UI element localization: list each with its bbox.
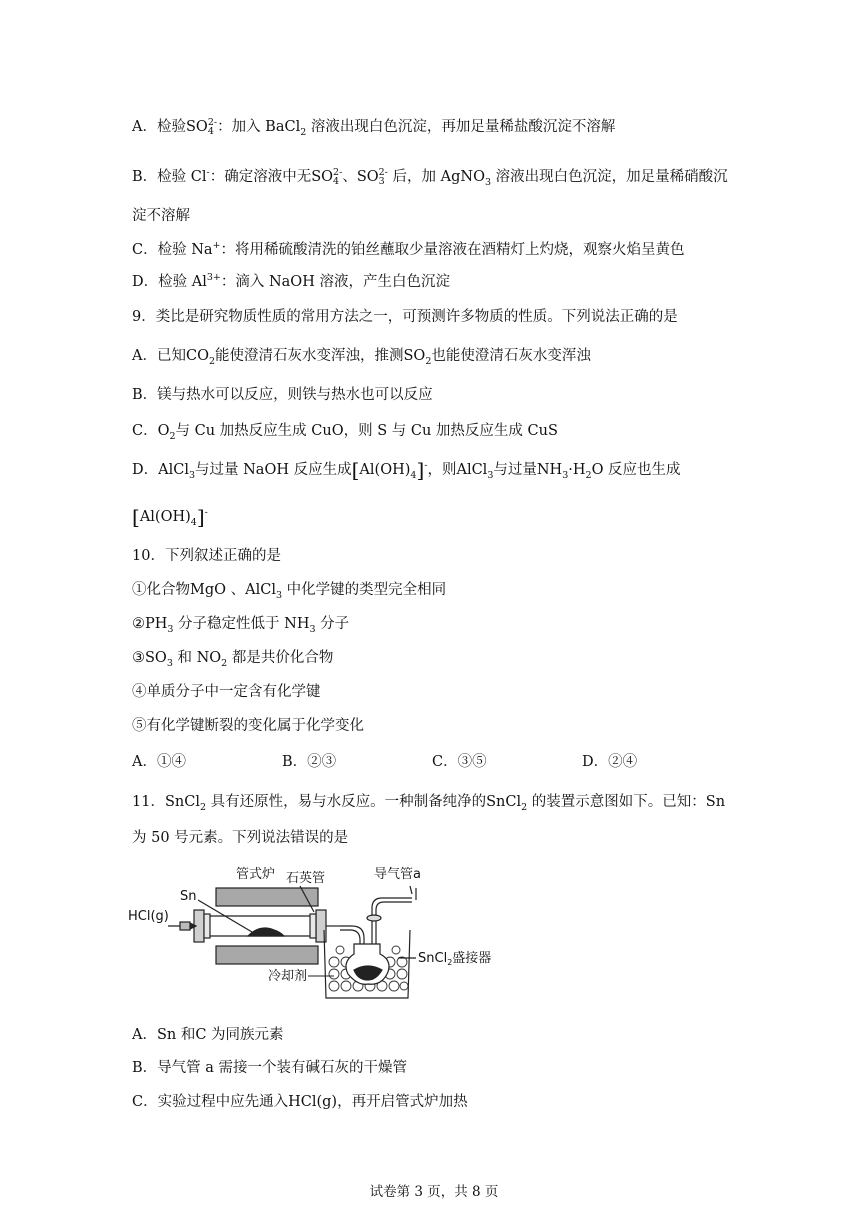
q9-option-d: D．AlCl$_3$与过量 NaOH 反应生成$[Al(OH)_4]^-$，则AlCl$_3$与过量$NH_3\cdot H_2O$ 反应也生成 — [132, 458, 681, 482]
q10-option-a: A．①④ — [132, 754, 186, 770]
label-outlet-tube-a: 导气管a — [374, 867, 421, 882]
q10-statement-4: ④单质分子中一定含有化学键 — [132, 684, 321, 700]
q8-option-c: C．检验 Na+：将用稀硫酸清洗的铂丝蘸取少量溶液在酒精灯上灼烧，观察火焰呈黄色 — [132, 240, 685, 258]
q11-option-c: C．实验过程中应先通入HCl(g)，再开启管式炉加热 — [132, 1094, 468, 1110]
apparatus-diagram — [128, 858, 508, 1008]
q10-option-b: B．②③ — [282, 754, 337, 770]
label-quartz-tube: 石英管 — [286, 871, 326, 886]
q9-option-b: B．镁与热水可以反应，则铁与热水也可以反应 — [132, 387, 433, 403]
q11-option-b: B．导气管 a 需接一个装有碱石灰的干燥管 — [132, 1060, 408, 1076]
label-furnace: 管式炉 — [236, 867, 276, 882]
q10-statement-1: ①化合物MgO 、AlCl$_3$ 中化学键的类型完全相同 — [132, 582, 447, 601]
label-hcl-gas: HCl(g) — [128, 909, 169, 924]
q8-option-a: A．检验SO 2- 4 ：加入 BaCl$_2$ 溶液出现白色沉淀，再加足量稀盐酸沉淀不溶解 — [132, 117, 616, 138]
q10-option-d: D．②④ — [582, 754, 638, 770]
q11-stem-line2: 为 50 号元素。下列说法错误的是 — [132, 830, 349, 846]
q8-option-d: D．检验 $Al^{3+}$：滴入 NaOH 溶液，产生白色沉淀 — [132, 272, 450, 290]
q10-statement-5: ⑤有化学键断裂的变化属于化学变化 — [132, 718, 364, 734]
page-footer: 试卷第 3 页，共 8 页 — [369, 1184, 499, 1200]
label-sn: Sn — [180, 889, 197, 904]
q10-stem: 10．下列叙述正确的是 — [132, 548, 281, 564]
q10-statement-3: $③SO_3$ 和 $NO_2$ 都是共价化合物 — [132, 650, 334, 669]
q9-option-d-cont: $[Al(OH)_4]^-$ — [132, 505, 208, 529]
label-coolant: 冷却剂 — [268, 969, 308, 984]
q10-option-c: C．③⑤ — [432, 754, 487, 770]
q9-stem: 9．类比是研究物质性质的常用方法之一，可预测许多物质的性质。下列说法正确的是 — [132, 309, 678, 325]
q8-option-b: B．检验 Cl-：确定溶液中无SO 2- 4 、SO 2- 3 后，加 AgNO$_3$ 溶液出现白色沉淀，加足量稀硝酸沉 — [132, 167, 728, 188]
q11-stem-line1: 11．SnCl$_2$ 具有还原性，易与水反应。一种制备纯净的SnCl$_2$ 的装置示意图如下。已知：Sn — [132, 794, 726, 813]
q9-option-c: C．$O_2$与 Cu 加热反应生成 CuO，则 S 与 Cu 加热反应生成 CuS — [132, 423, 558, 442]
label-receiver: SnCl$_2$盛接器 — [418, 951, 492, 967]
q8-option-b-cont: 淀不溶解 — [132, 208, 190, 224]
q9-option-a: A．已知$CO_2$能使澄清石灰水变浑浊，推测$SO_2$也能使澄清石灰水变浑浊 — [132, 348, 591, 367]
q10-statement-2: $②PH_3$ 分子稳定性低于 $NH_3$ 分子 — [132, 616, 350, 635]
q11-option-a: A．Sn 和C 为同族元素 — [132, 1027, 284, 1043]
